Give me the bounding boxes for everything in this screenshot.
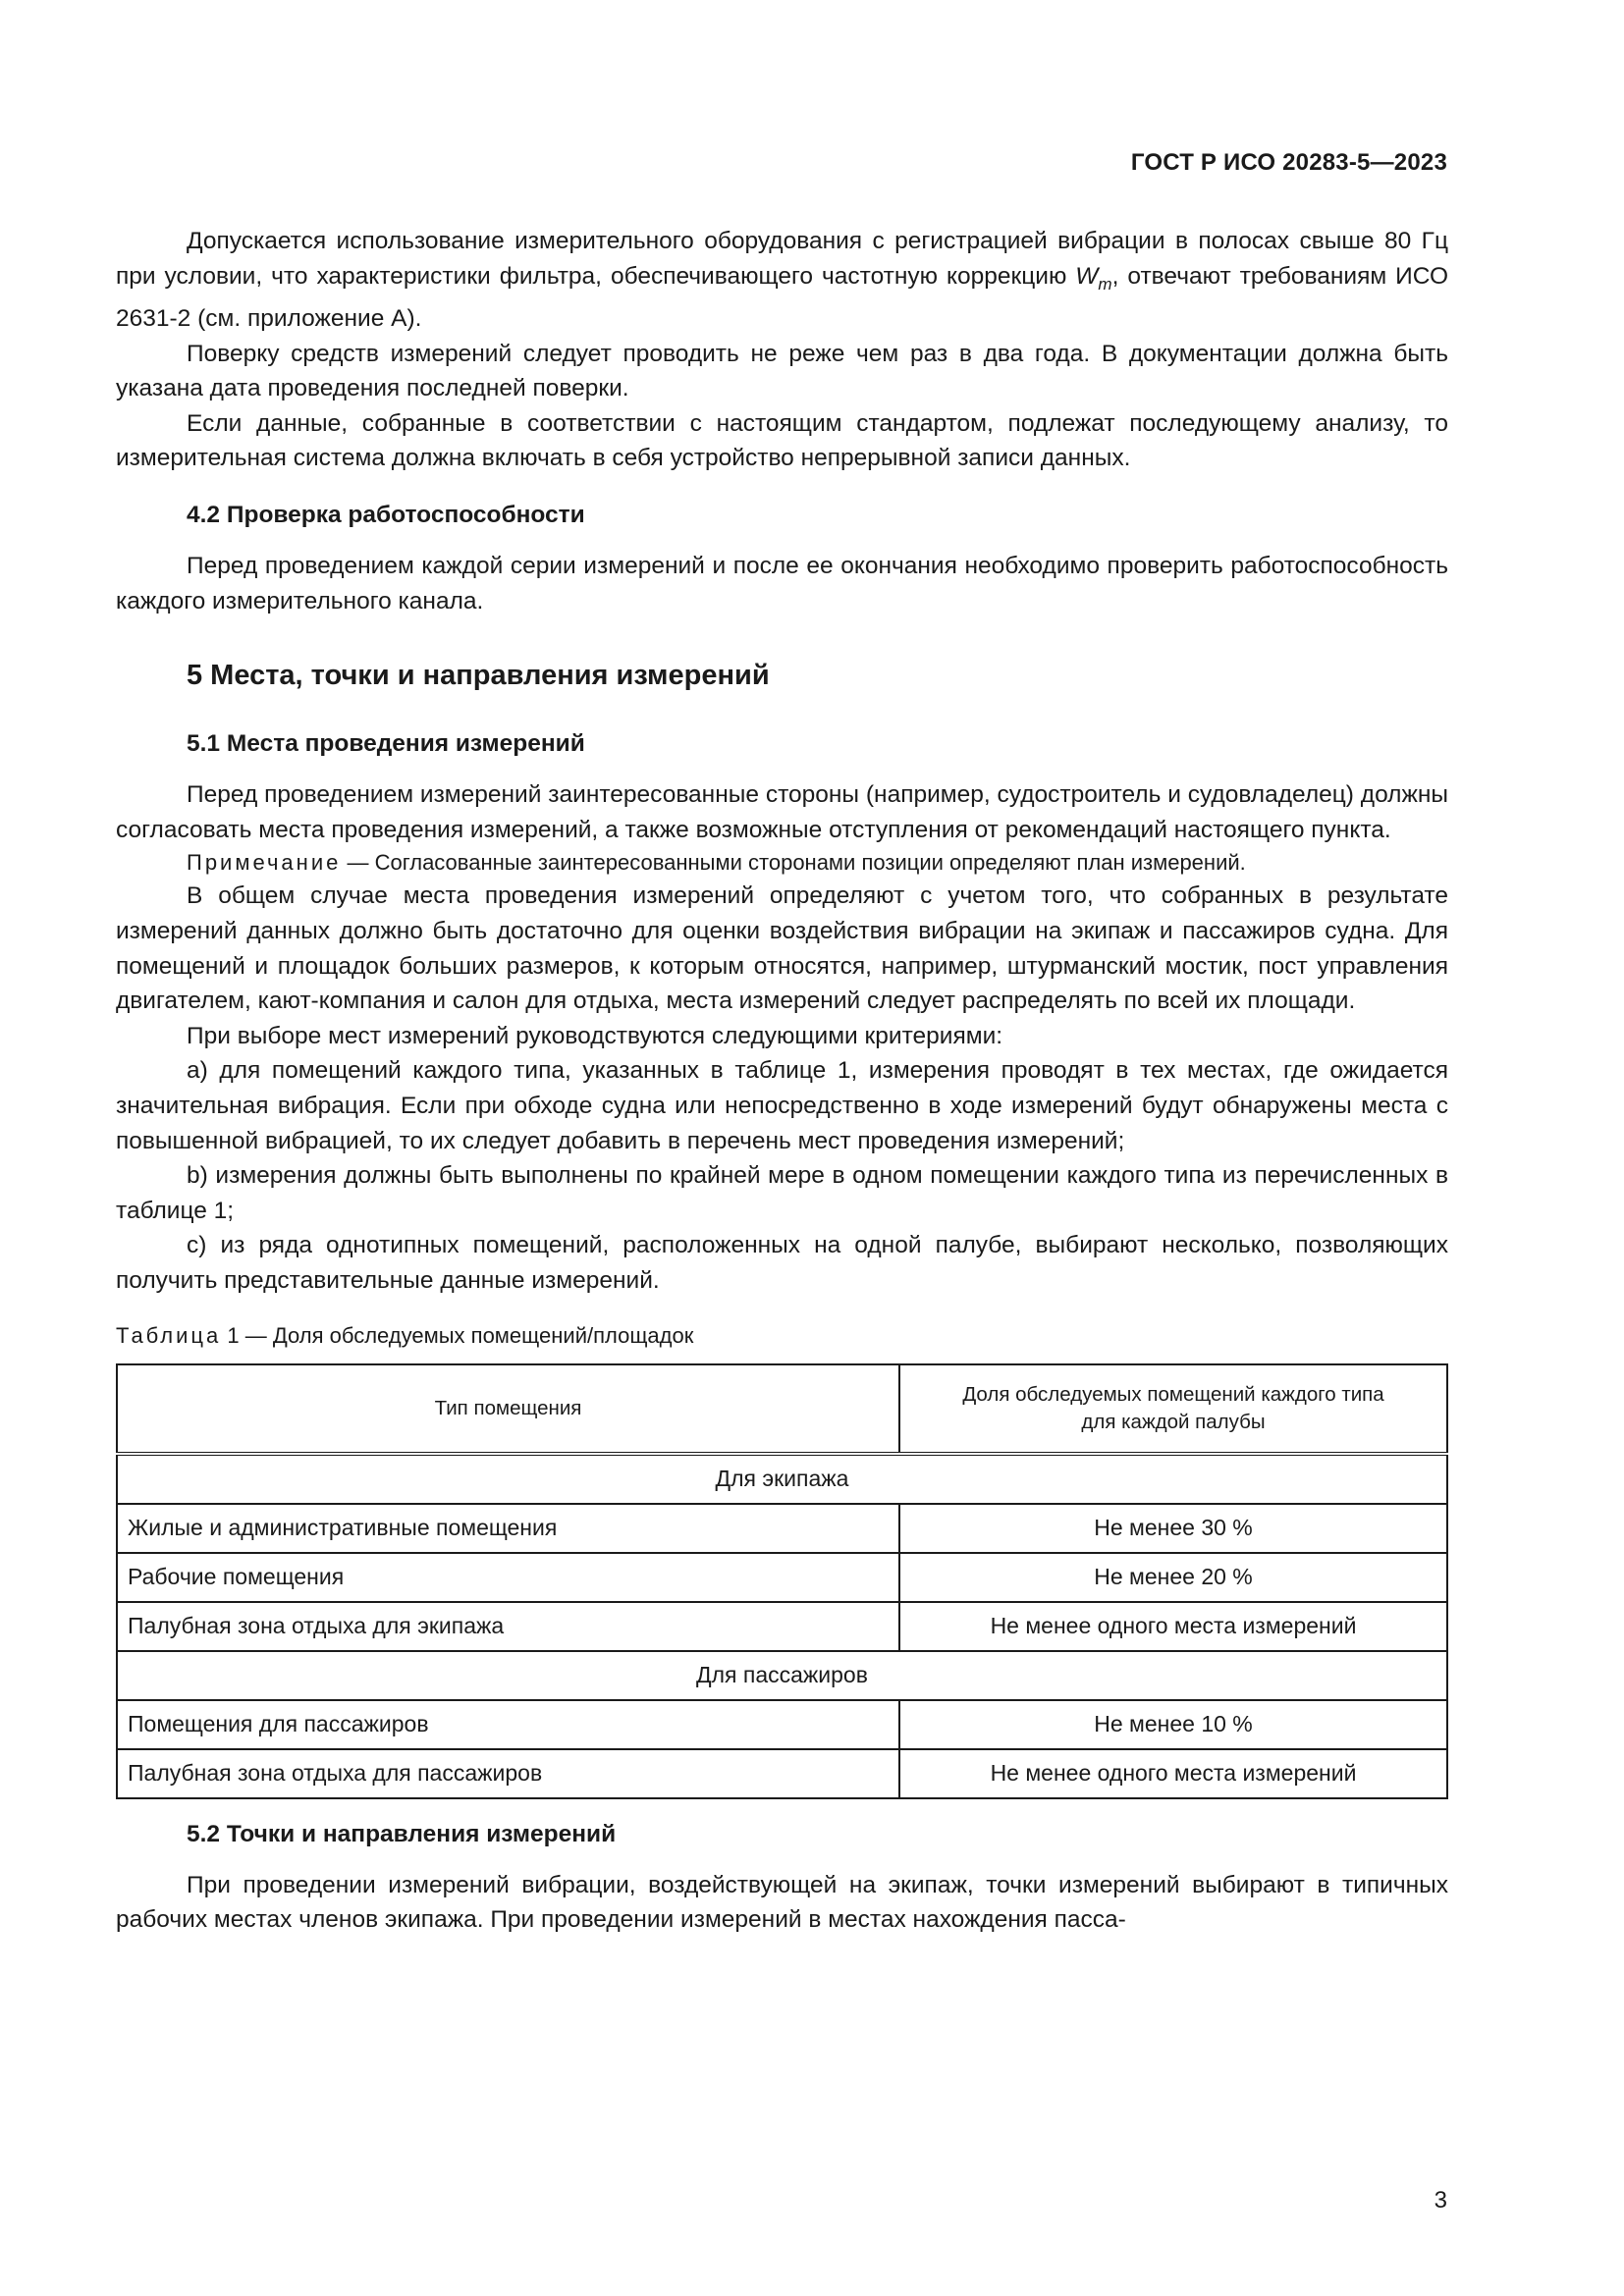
table-header-row	[117, 1364, 1447, 1454]
table-row	[117, 1504, 1447, 1553]
paragraph: Перед проведением измерений заинтересованные стороны (например, судостроитель и судовладелец) должны согласовать места проведения измерений, а также возможные отступления от рекомендаций настоящего пункта.	[116, 781, 1448, 843]
table-group-cell: Для пассажиров	[117, 1651, 1447, 1700]
table-caption: Таблица 1 — Доля обследуемых помещений/площадок	[116, 1322, 694, 1348]
table-cell: Жилые и административные помещения	[117, 1504, 899, 1553]
table-header-cell: Тип помещения	[117, 1364, 899, 1454]
paragraph: В общем случае места проведения измерений определяют с учетом того, что собранных в результате измерений данных должно быть достаточно для оценки воздействия вибрации на экипаж и пассажиров судна. Для помещений и площадок больших размеров, к которым относятся, например, штурманский мостик, пост управления двигателем, кают-компания и салон для отдыха, места измерений следует распределять по всей их площади.	[116, 882, 1448, 1015]
table-cell: Не менее одного места измерений	[899, 1749, 1447, 1798]
paragraph: Если данные, собранные в соответствии с настоящим стандартом, подлежат последующему анализу, то измерительная система должна включать в себя устройство непрерывной записи данных.	[116, 409, 1448, 472]
note	[116, 847, 1448, 879]
table-row	[117, 1700, 1447, 1749]
table-cell: Не менее 10 %	[899, 1700, 1447, 1749]
document-header: ГОСТ Р ИСО 20283-5—2023	[1130, 149, 1447, 176]
paragraph: При проведении измерений вибрации, воздействующей на экипаж, точки измерений выбирают в типичных рабочих местах членов экипажа. При проведении измерений в местах нахождения пасса-	[116, 1871, 1448, 1934]
table-group-row	[117, 1651, 1447, 1700]
paragraph: Перед проведением каждой серии измерений и после ее окончания необходимо проверить работоспособность каждого измерительного канала.	[116, 553, 1448, 614]
paragraph: При выборе мест измерений руководствуются следующими критериями:	[187, 1022, 1003, 1049]
table-cell: Палубная зона отдыха для пассажиров	[117, 1749, 899, 1798]
paragraph: Поверку средств измерений следует проводить не реже чем раз в два года. В документации должна быть указана дата проведения последней поверки.	[116, 340, 1448, 402]
table-row	[117, 1602, 1447, 1651]
list-item-c: c) из ряда однотипных помещений, расположенных на одной палубе, выбирают несколько, позволяющих получить представительные данные измерений.	[116, 1232, 1448, 1294]
list-item-a: a) для помещений каждого типа, указанных в таблице 1, измерения проводят в тех местах, где ожидается значительная вибрация. Если при обходе судна или непосредственно в ходе измерений будут обнаружены места с повышенной вибрацией, то их следует добавить в перечень мест проведения измерений;	[116, 1057, 1448, 1154]
subsection-title-5-2: 5.2 Точки и направления измерений	[187, 1820, 617, 1847]
table-room-share	[116, 1363, 1448, 1799]
table-group-row	[117, 1454, 1447, 1504]
note-text: — Согласованные заинтересованными сторонами позиции определяют план измерений.	[341, 850, 1246, 876]
table-row	[117, 1553, 1447, 1602]
note-label: Примечание	[187, 850, 342, 876]
subsection-title-5-1: 5.1 Места проведения измерений	[187, 730, 585, 758]
paragraph: Допускается использование измерительного оборудования с регистрацией вибрации в полосах свыше 80 Гц при условии, что характеристики фильтра, обеспечивающего частотную коррекцию $W_m$, отвечают требованиям ИСО 2631-2 (см. приложение А).	[116, 228, 1448, 333]
table-header-cell: Доля обследуемых помещений каждого типа для каждой палубы	[899, 1364, 1447, 1454]
table-cell: Не менее 30 %	[899, 1504, 1447, 1553]
table-row	[117, 1749, 1447, 1798]
subsection-title-4-2: 4.2 Проверка работоспособности	[187, 502, 585, 529]
table-cell: Не менее одного места измерений	[899, 1602, 1447, 1651]
page-number: 3	[1434, 2187, 1447, 2214]
formula-symbol: $W_m$	[1075, 262, 1112, 294]
table-cell: Не менее 20 %	[899, 1553, 1447, 1602]
table-cell: Рабочие помещения	[117, 1553, 899, 1602]
section-title-5: 5 Места, точки и направления измерений	[187, 660, 770, 692]
table-cell: Палубная зона отдыха для экипажа	[117, 1602, 899, 1651]
table-group-cell: Для экипажа	[117, 1454, 1447, 1504]
list-item-b: b) измерения должны быть выполнены по крайней мере в одном помещении каждого типа из перечисленных в таблице 1;	[116, 1162, 1448, 1224]
table-cell: Помещения для пассажиров	[117, 1700, 899, 1749]
page-content	[116, 224, 1448, 1938]
